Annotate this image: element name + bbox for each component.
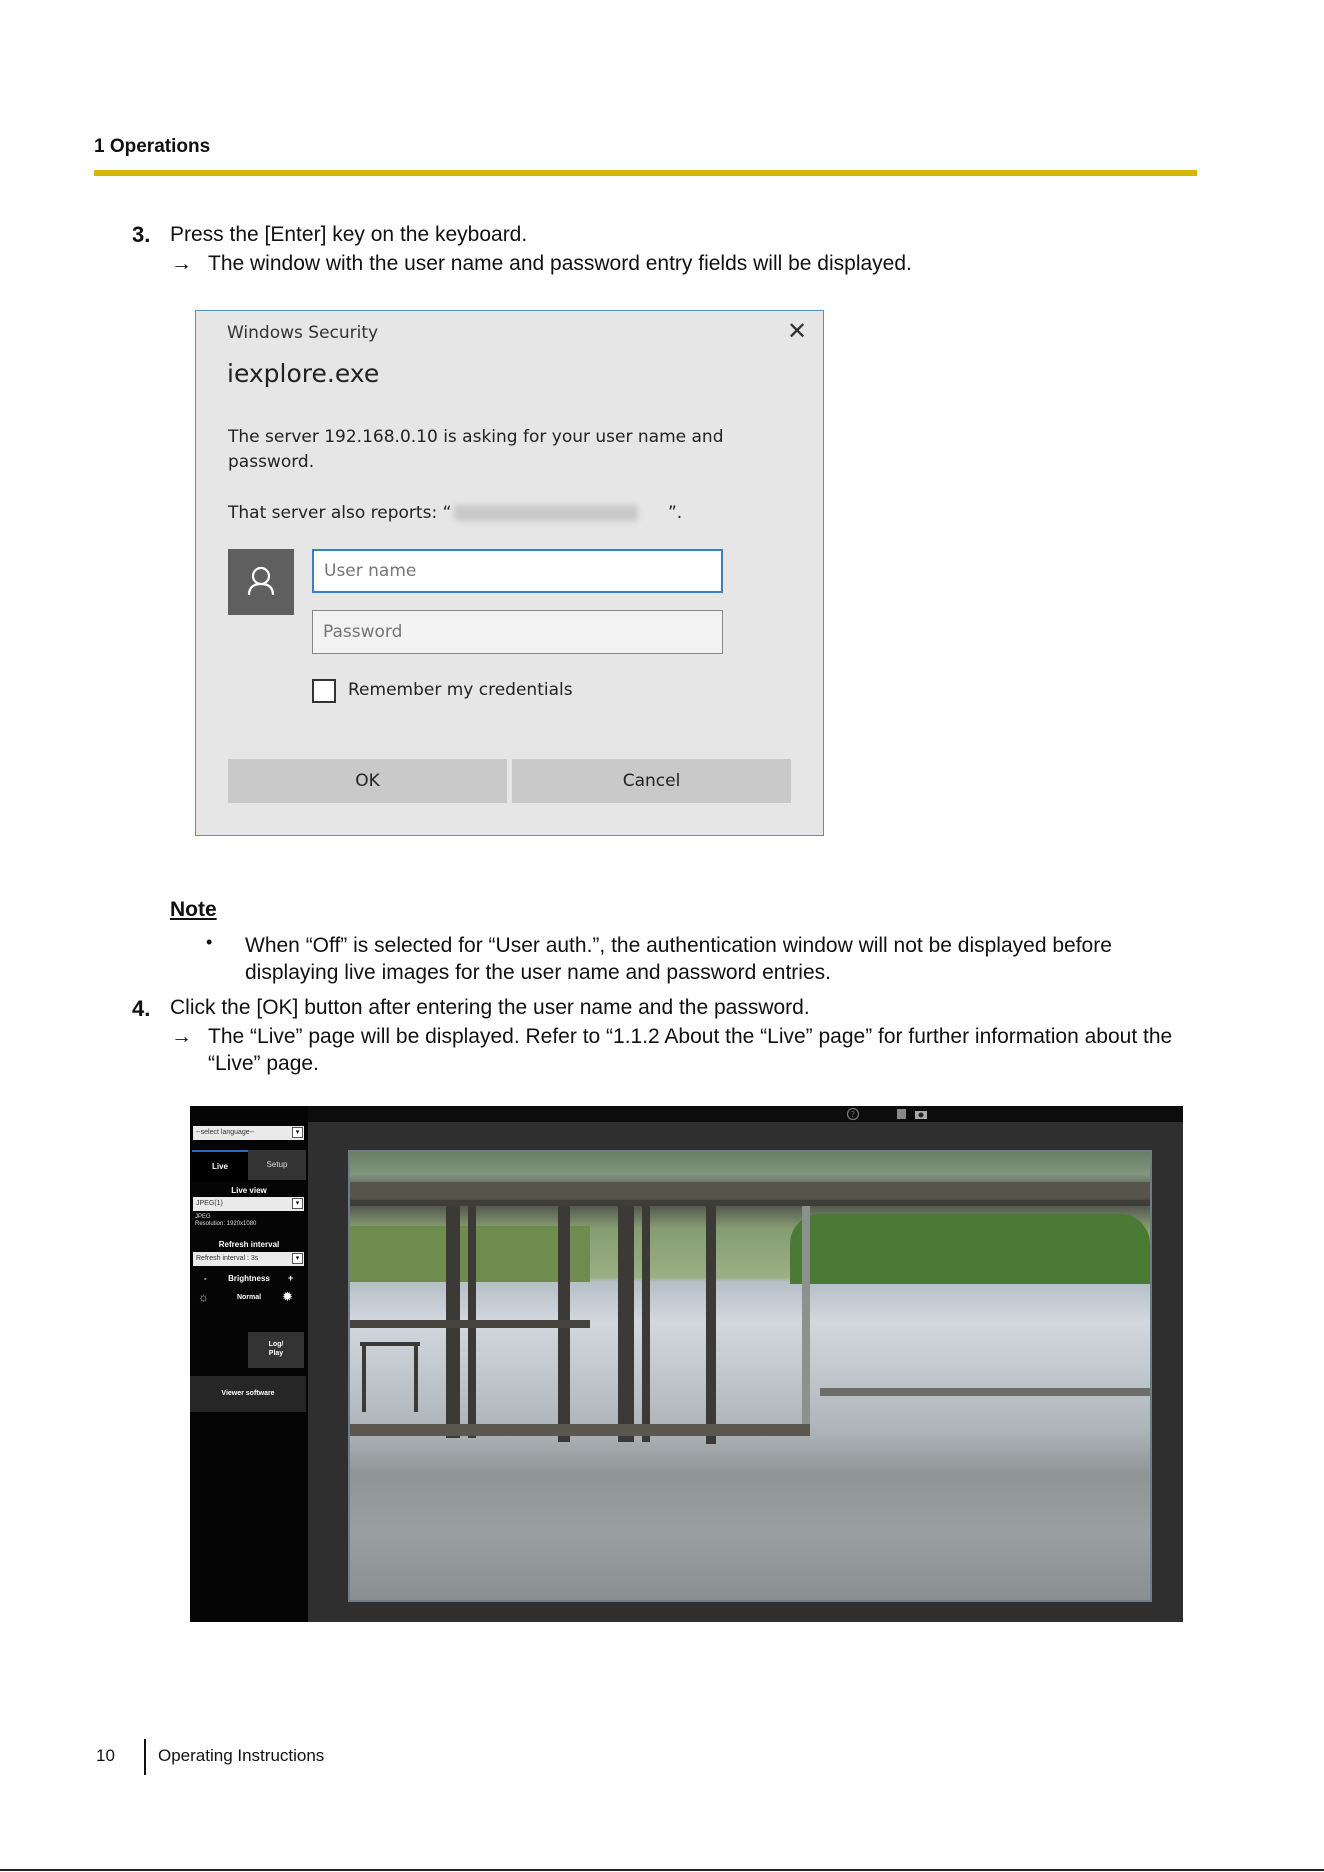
chevron-down-icon: ▾ — [292, 1127, 303, 1138]
stream-info-resolution: Resolution: 1920x1080 — [195, 1221, 257, 1227]
video-glass-edge — [802, 1206, 810, 1426]
language-select[interactable] — [193, 1126, 304, 1140]
chevron-down-icon: ▾ — [292, 1253, 303, 1264]
password-input[interactable] — [312, 610, 723, 654]
brightness-bright-icon[interactable]: ✹ — [282, 1289, 293, 1304]
cancel-button[interactable]: Cancel — [512, 759, 791, 803]
language-select-value: --select language-- — [196, 1129, 255, 1136]
tab-live[interactable]: Live — [192, 1150, 248, 1182]
step-3-result: The window with the user name and password entry fields will be displayed. — [208, 252, 912, 275]
footer-title: Operating Instructions — [158, 1746, 325, 1765]
step-4-result: The “Live” page will be displayed. Refer to “1.1.2 About the “Live” page” for further information about the “Live” page. — [208, 1025, 1173, 1075]
log-play-button[interactable] — [248, 1332, 304, 1368]
step-4-number: 4. — [132, 996, 151, 1021]
video-chair-leg — [362, 1342, 366, 1412]
footer-divider — [144, 1739, 146, 1775]
log-play-label-2: Play — [268, 1350, 284, 1357]
section-header: 1 Operations — [94, 136, 211, 157]
page-number: 10 — [96, 1746, 115, 1765]
video-roof-beam — [350, 1182, 1150, 1198]
stream-select-value: JPEG(1) — [196, 1200, 223, 1207]
windows-security-dialog — [195, 310, 824, 836]
video-pillar — [642, 1206, 650, 1442]
note-heading: Note — [170, 898, 217, 921]
remember-credentials-checkbox[interactable] — [312, 679, 336, 703]
dialog-message: The server 192.168.0.10 is asking for your user name and password. — [228, 427, 724, 472]
video-chair — [360, 1342, 420, 1346]
remember-credentials-label: Remember my credentials — [348, 680, 573, 700]
step-3-arrow: → — [171, 252, 192, 275]
video-chair-leg — [414, 1342, 418, 1412]
snapshot-list-icon[interactable] — [896, 1108, 908, 1120]
viewer-software-button[interactable]: Viewer software — [190, 1376, 306, 1412]
video-pillar — [618, 1206, 634, 1442]
log-play-label-1: Log/ — [268, 1341, 284, 1348]
step-4-arrow: → — [171, 1025, 192, 1048]
stream-select[interactable] — [193, 1197, 304, 1211]
ok-button[interactable]: OK — [228, 759, 507, 803]
username-input[interactable] — [312, 549, 723, 593]
svg-text:?: ? — [850, 1110, 856, 1119]
note-text: When “Off” is selected for “User auth.”, the authentication window will not be displayed before displaying live images for the user name and password entries. — [245, 934, 1112, 984]
blurred-server-name — [454, 505, 638, 521]
video-pillar — [706, 1206, 716, 1444]
note-bullet: • — [206, 932, 213, 952]
help-icon[interactable] — [846, 1107, 860, 1121]
close-icon[interactable]: ✕ — [787, 317, 808, 345]
chevron-down-icon: ▾ — [292, 1198, 303, 1209]
dialog-reports-suffix: ”. — [668, 503, 683, 523]
video-floor-beam — [350, 1424, 810, 1436]
user-icon — [228, 549, 294, 615]
refresh-interval-label: Refresh interval — [218, 1240, 280, 1249]
live-video-image — [348, 1150, 1152, 1602]
refresh-interval-select[interactable] — [193, 1252, 304, 1266]
dialog-app-name: iexplore.exe — [227, 359, 380, 388]
dialog-reports-prefix: That server also reports: “ — [228, 503, 452, 523]
camera-icon[interactable] — [914, 1108, 928, 1120]
brightness-dark-icon[interactable]: ☼ — [198, 1290, 209, 1304]
page-bottom-edge — [0, 1869, 1324, 1871]
stream-info-codec: JPEG — [195, 1214, 211, 1220]
tab-setup[interactable]: Setup — [248, 1150, 306, 1180]
video-hedge-right — [790, 1214, 1150, 1284]
video-bench — [820, 1388, 1150, 1396]
refresh-interval-value: Refresh interval : 3s — [196, 1255, 259, 1262]
step-3-number: 3. — [132, 222, 151, 247]
header-rule — [94, 170, 1197, 176]
live-sidebar — [190, 1106, 308, 1622]
dialog-title: Windows Security — [227, 323, 379, 343]
live-view-label: Live view — [231, 1186, 267, 1195]
live-topbar — [190, 1106, 1183, 1122]
live-page-screenshot — [190, 1106, 1183, 1622]
brightness-minus-button[interactable]: - — [204, 1274, 207, 1283]
video-table — [350, 1320, 590, 1328]
step-3-text: Press the [Enter] key on the keyboard. — [170, 223, 528, 246]
step-4-text: Click the [OK] button after entering the user name and the password. — [170, 996, 810, 1019]
brightness-normal-button[interactable]: Normal — [236, 1294, 262, 1301]
brightness-plus-button[interactable]: + — [288, 1273, 294, 1283]
brightness-label: Brightness — [228, 1274, 270, 1283]
